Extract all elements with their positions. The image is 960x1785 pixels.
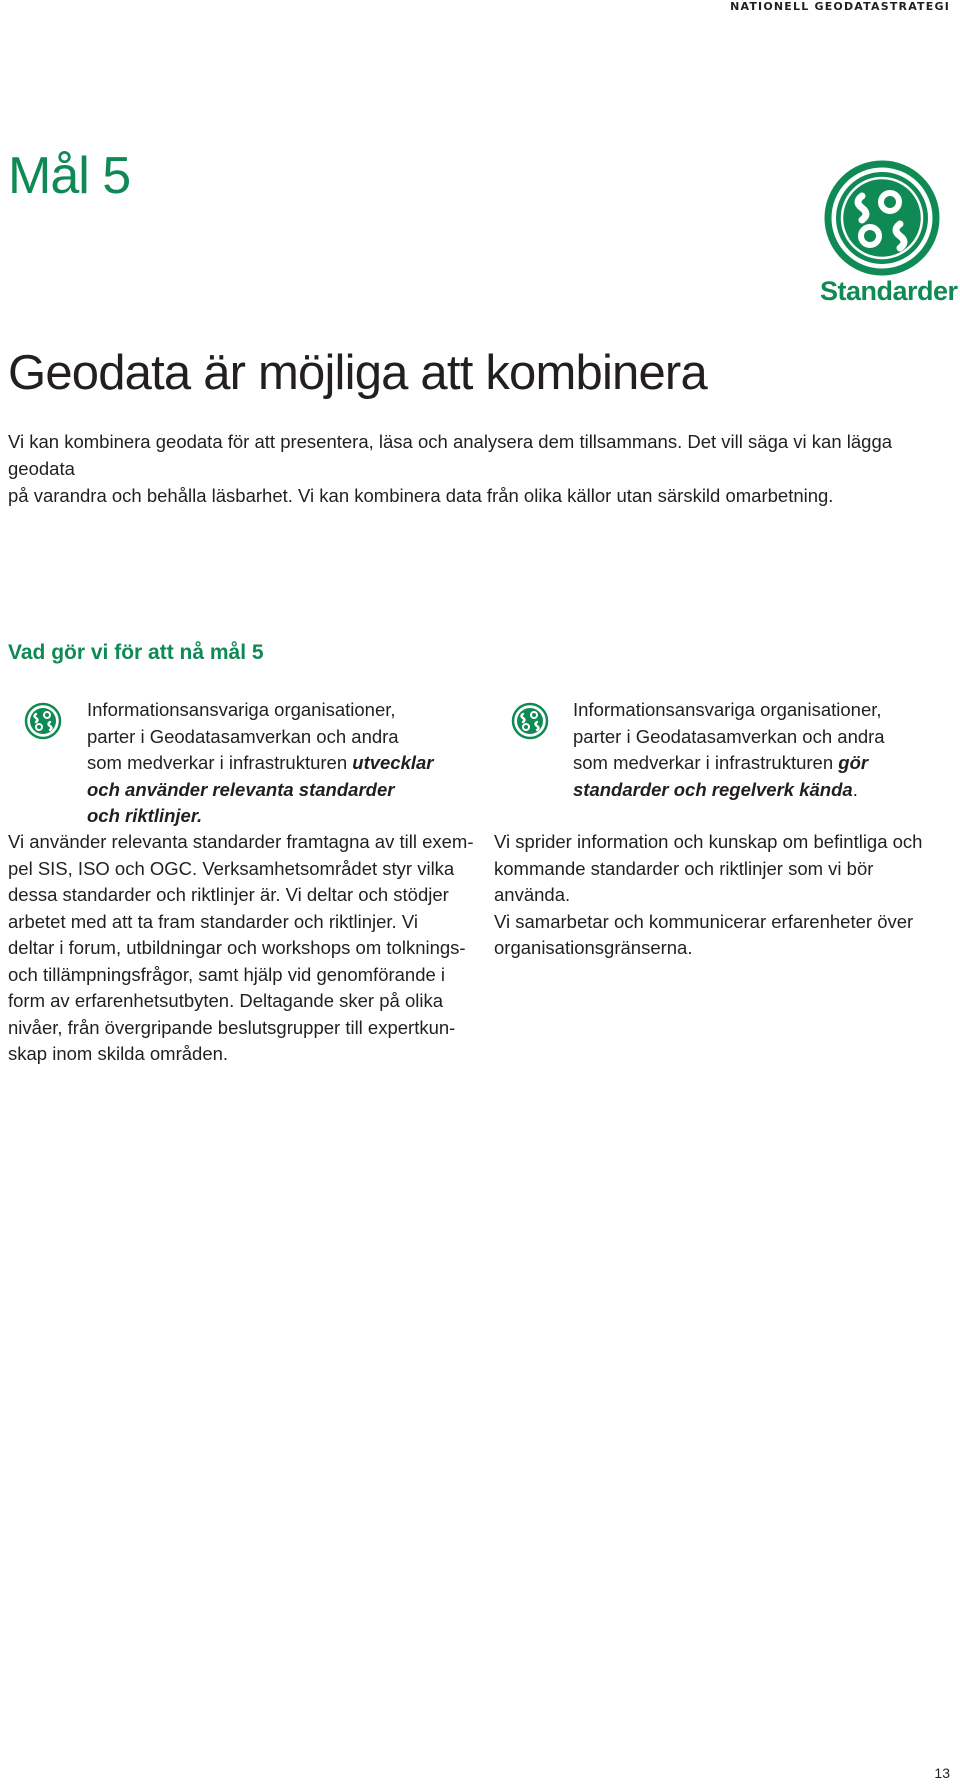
goal-label: Mål 5 bbox=[8, 147, 131, 205]
lead-emphasis: och använder relevanta standarder bbox=[87, 778, 395, 800]
standarder-logo bbox=[820, 160, 958, 310]
intro-line: på varandra och behålla läsbarhet. Vi kan kombinera data från olika källor utan särskild omarbetning. bbox=[8, 485, 834, 506]
intro-line: Vi kan kombinera geodata för att presentera, läsa och analysera dem tillsammans. Det vill säga vi kan lägga geodata bbox=[8, 431, 893, 479]
lead-emphasis: gör bbox=[838, 752, 869, 773]
right-lead bbox=[573, 697, 953, 803]
lead-text: som medverkar i infrastrukturen bbox=[573, 752, 839, 773]
publication-header: NATIONELL GEODATASTRATEGI bbox=[730, 0, 950, 13]
lead-text: som medverkar i infrastrukturen bbox=[87, 752, 353, 773]
body-line: deltar i forum, utbildningar och workshops om tolknings- bbox=[8, 937, 466, 958]
section-intro bbox=[8, 428, 943, 509]
lead-line: parter i Geodatasamverkan och andra bbox=[573, 725, 885, 747]
lead-text: . bbox=[852, 778, 858, 800]
body-line: Vi använder relevanta standarder framtagna av till exem- bbox=[8, 831, 474, 852]
body-line: skap inom skilda områden. bbox=[8, 1043, 229, 1064]
body-line: pel SIS, ISO och OGC. Verksamhetsområdet styr vilka bbox=[8, 857, 455, 879]
body-line: nivåer, från övergripande beslutsgrupper till expertkun- bbox=[8, 1016, 456, 1038]
lead-line bbox=[573, 777, 953, 804]
right-body bbox=[494, 829, 954, 962]
iso-standards-icon bbox=[511, 702, 549, 740]
lead-emphasis: standarder och regelverk kända bbox=[573, 778, 853, 800]
body-line: arbetet med att ta fram standarder och riktlinjer. Vi bbox=[8, 910, 418, 932]
body-line: Vi samarbetar och kommunicerar erfarenheter över bbox=[494, 910, 914, 932]
body-line: och tillämpningsfrågor, samt hjälp vid genomförande i bbox=[8, 963, 446, 985]
body-line: dessa standarder och riktlinjer är. Vi deltar och stödjer bbox=[8, 884, 449, 905]
page-number: 13 bbox=[934, 1765, 950, 1781]
lead-line bbox=[87, 750, 467, 777]
body-line: organisationsgränserna. bbox=[494, 937, 693, 958]
logo-label: Standarder bbox=[820, 276, 958, 306]
left-lead bbox=[87, 697, 467, 830]
left-body bbox=[8, 829, 478, 1068]
lead-emphasis: utvecklar bbox=[352, 752, 434, 773]
actions-heading: Vad gör vi för att nå mål 5 bbox=[8, 641, 264, 664]
lead-emphasis: och riktlinjer. bbox=[87, 805, 203, 826]
iso-standards-logo-icon bbox=[820, 160, 944, 276]
body-line: form av erfarenhetsutbyten. Deltagande sker på olika bbox=[8, 990, 443, 1011]
body-line: kommande standarder och riktlinjer som vi bör använda. bbox=[494, 857, 874, 905]
body-line: Vi sprider information och kunskap om befintliga och bbox=[494, 831, 923, 852]
lead-line bbox=[573, 750, 953, 777]
iso-standards-icon bbox=[24, 702, 62, 740]
lead-line: Informationsansvariga organisationer, bbox=[573, 699, 882, 720]
section-title: Geodata är möjliga att kombinera bbox=[8, 346, 707, 400]
lead-line: Informationsansvariga organisationer, bbox=[87, 699, 396, 720]
lead-line: parter i Geodatasamverkan och andra bbox=[87, 725, 399, 747]
